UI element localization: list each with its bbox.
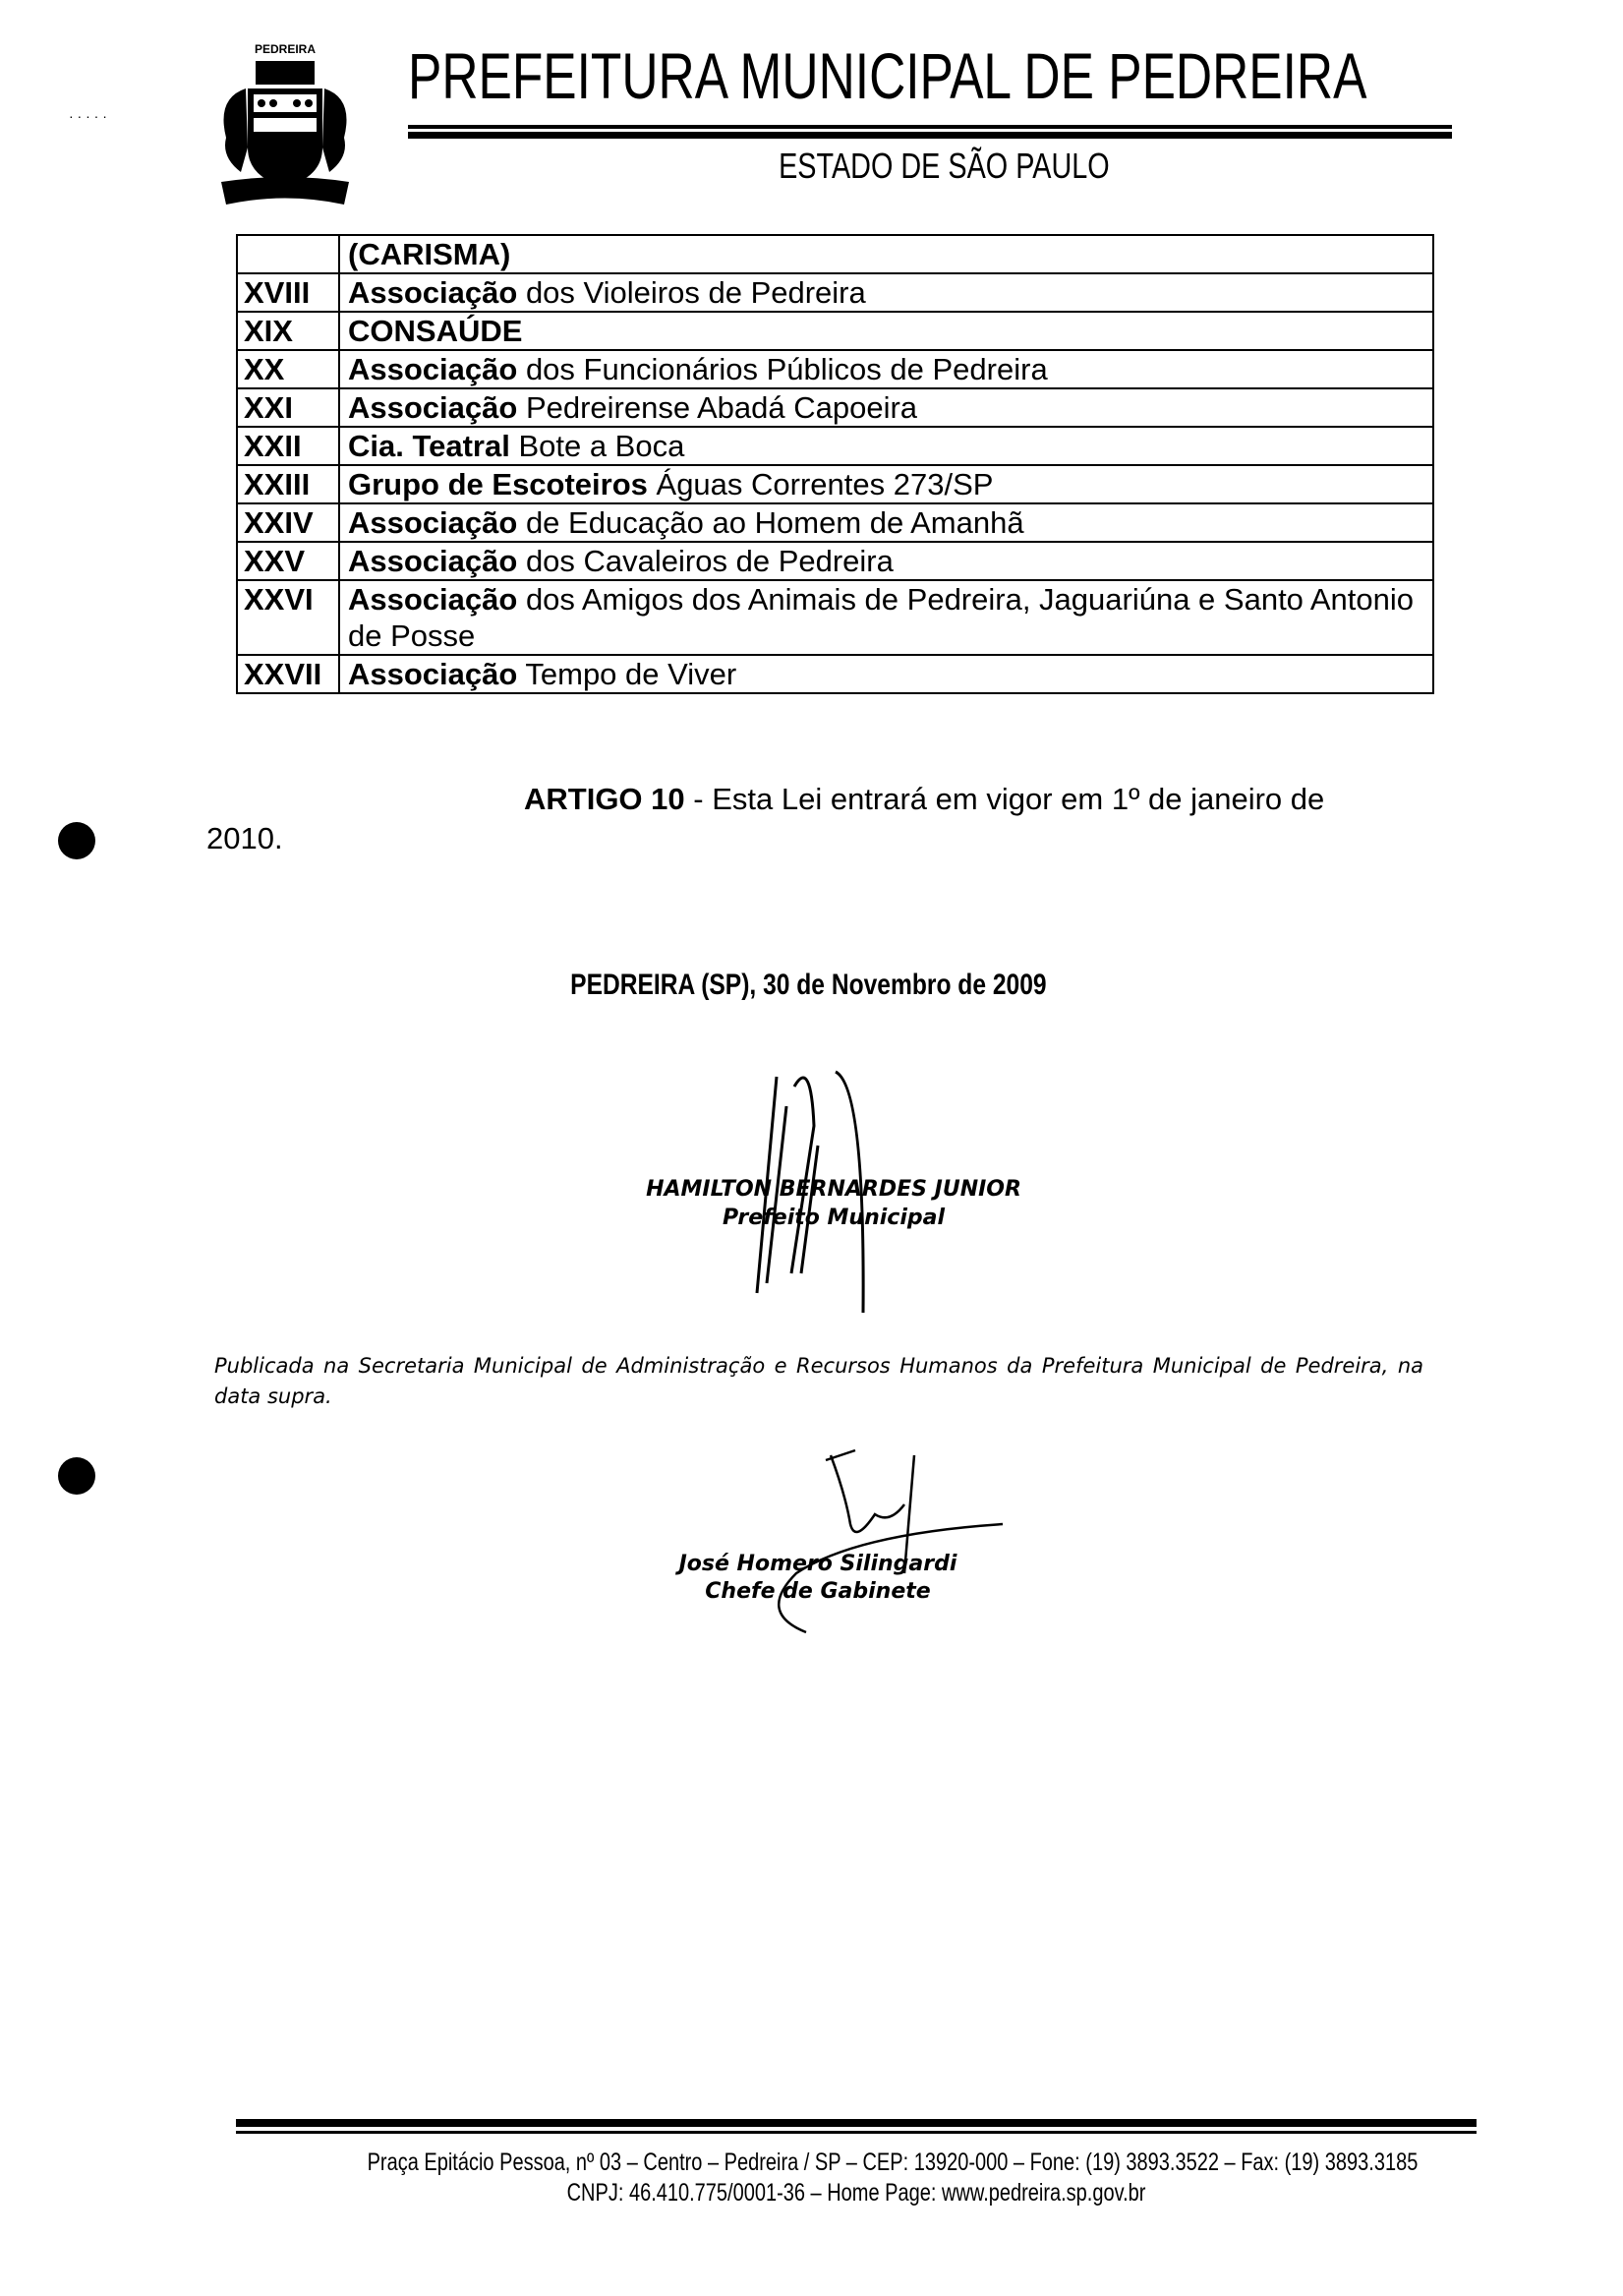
row-name-bold: Grupo de Escoteiros — [348, 467, 648, 501]
date-text: PEDREIRA (SP), 30 de Novembro de 2009 — [569, 969, 1047, 1001]
row-name-bold: Associação — [348, 505, 518, 540]
row-name-bold: CONSAÚDE — [348, 314, 523, 348]
associations-table — [236, 234, 1434, 694]
page-subtitle — [0, 146, 1623, 187]
row-number: XXI — [237, 388, 339, 427]
article-text: - Esta Lei entrará em vigor em 1º de janeiro de — [684, 782, 1325, 816]
row-name-bold: Associação — [348, 275, 518, 310]
table-row — [237, 312, 1433, 350]
row-name — [339, 350, 1433, 388]
table-row — [237, 388, 1433, 427]
table-row — [237, 542, 1433, 580]
punch-hole — [58, 1457, 95, 1495]
signatory2-name: José Homero Silingardi — [678, 1552, 957, 1576]
row-name — [339, 273, 1433, 312]
table-row — [237, 427, 1433, 465]
header-rule-thick — [408, 132, 1452, 139]
table-row — [237, 503, 1433, 542]
row-name-bold: Associação — [348, 582, 518, 617]
scan-speckles: · · · · · — [69, 108, 107, 124]
footer-line1: Praça Epitácio Pessoa, nº 03 – Centro – Pedreira / SP – CEP: 13920-000 – Fone: (19) 3893.3522 – Fax: (19) 3893.3185 — [367, 2149, 1419, 2176]
signatory1-role: Prefeito Municipal — [722, 1206, 945, 1230]
header-rule-thin — [408, 125, 1452, 129]
row-name-rest: Tempo de Viver — [517, 657, 737, 691]
punch-hole — [58, 822, 95, 859]
row-name — [339, 312, 1433, 350]
table-row — [237, 580, 1433, 655]
footer-rule-thin — [236, 2131, 1477, 2134]
article-year: 2010. — [206, 821, 283, 855]
row-name-bold: Cia. Teatral — [348, 429, 510, 463]
row-name-bold: Associação — [348, 544, 518, 578]
row-number: XXV — [237, 542, 339, 580]
row-name — [339, 235, 1433, 273]
row-number: XXIV — [237, 503, 339, 542]
row-name — [339, 542, 1433, 580]
signatory1-name: HAMILTON BERNARDES JUNIOR — [646, 1177, 1021, 1202]
row-number: XXVI — [237, 580, 339, 655]
row-name-rest: dos Funcionários Públicos de Pedreira — [517, 352, 1048, 386]
signatory2-role: Chefe de Gabinete — [705, 1579, 931, 1604]
row-name-rest: de Educação ao Homem de Amanhã — [517, 505, 1024, 540]
row-name — [339, 503, 1433, 542]
row-number: XXIII — [237, 465, 339, 503]
table-row — [237, 273, 1433, 312]
row-name — [339, 655, 1433, 693]
row-name-rest: Bote a Boca — [509, 429, 685, 463]
table-row — [237, 235, 1433, 273]
footer-address — [236, 2148, 1477, 2208]
footer-line2: CNPJ: 46.410.775/0001-36 – Home Page: www.pedreira.sp.gov.br — [566, 2179, 1146, 2207]
row-number: XX — [237, 350, 339, 388]
row-name — [339, 465, 1433, 503]
row-name — [339, 580, 1433, 655]
table-row — [237, 655, 1433, 693]
page-title — [408, 41, 1623, 110]
row-name-bold: (CARISMA) — [348, 237, 511, 271]
table-row — [237, 350, 1433, 388]
date-line — [0, 969, 1616, 1002]
row-name-rest: Águas Correntes 273/SP — [647, 467, 994, 501]
row-number: XXVII — [237, 655, 339, 693]
svg-text:PEDREIRA: PEDREIRA — [254, 42, 317, 56]
row-name — [339, 427, 1433, 465]
row-name — [339, 388, 1433, 427]
row-name-rest: dos Violeiros de Pedreira — [517, 275, 866, 310]
row-number — [237, 235, 339, 273]
footer-rule-thick — [236, 2119, 1477, 2127]
subtitle-text: ESTADO DE SÃO PAULO — [778, 146, 1110, 186]
title-text: PREFEITURA MUNICIPAL DE PEDREIRA — [408, 39, 1367, 112]
row-name-bold: Associação — [348, 657, 518, 691]
row-number: XIX — [237, 312, 339, 350]
article-label: ARTIGO 10 — [524, 782, 685, 816]
row-name-rest: dos Cavaleiros de Pedreira — [517, 544, 894, 578]
row-number: XVIII — [237, 273, 339, 312]
table-row — [237, 465, 1433, 503]
row-name-bold: Associação — [348, 352, 518, 386]
row-name-rest: dos Amigos dos Animais de Pedreira, Jaguariúna e Santo Antonio de Posse — [348, 582, 1414, 653]
publication-note: Publicada na Secretaria Municipal de Administração e Recursos Humanos da Prefeitura Municipal de Pedreira, na data supra. — [214, 1354, 1423, 1408]
signature-chief — [708, 1416, 1022, 1642]
row-name-bold: Associação — [348, 390, 518, 425]
row-number: XXII — [237, 427, 339, 465]
row-name-rest: Pedreirense Abadá Capoeira — [517, 390, 918, 425]
article-10 — [524, 782, 1324, 817]
